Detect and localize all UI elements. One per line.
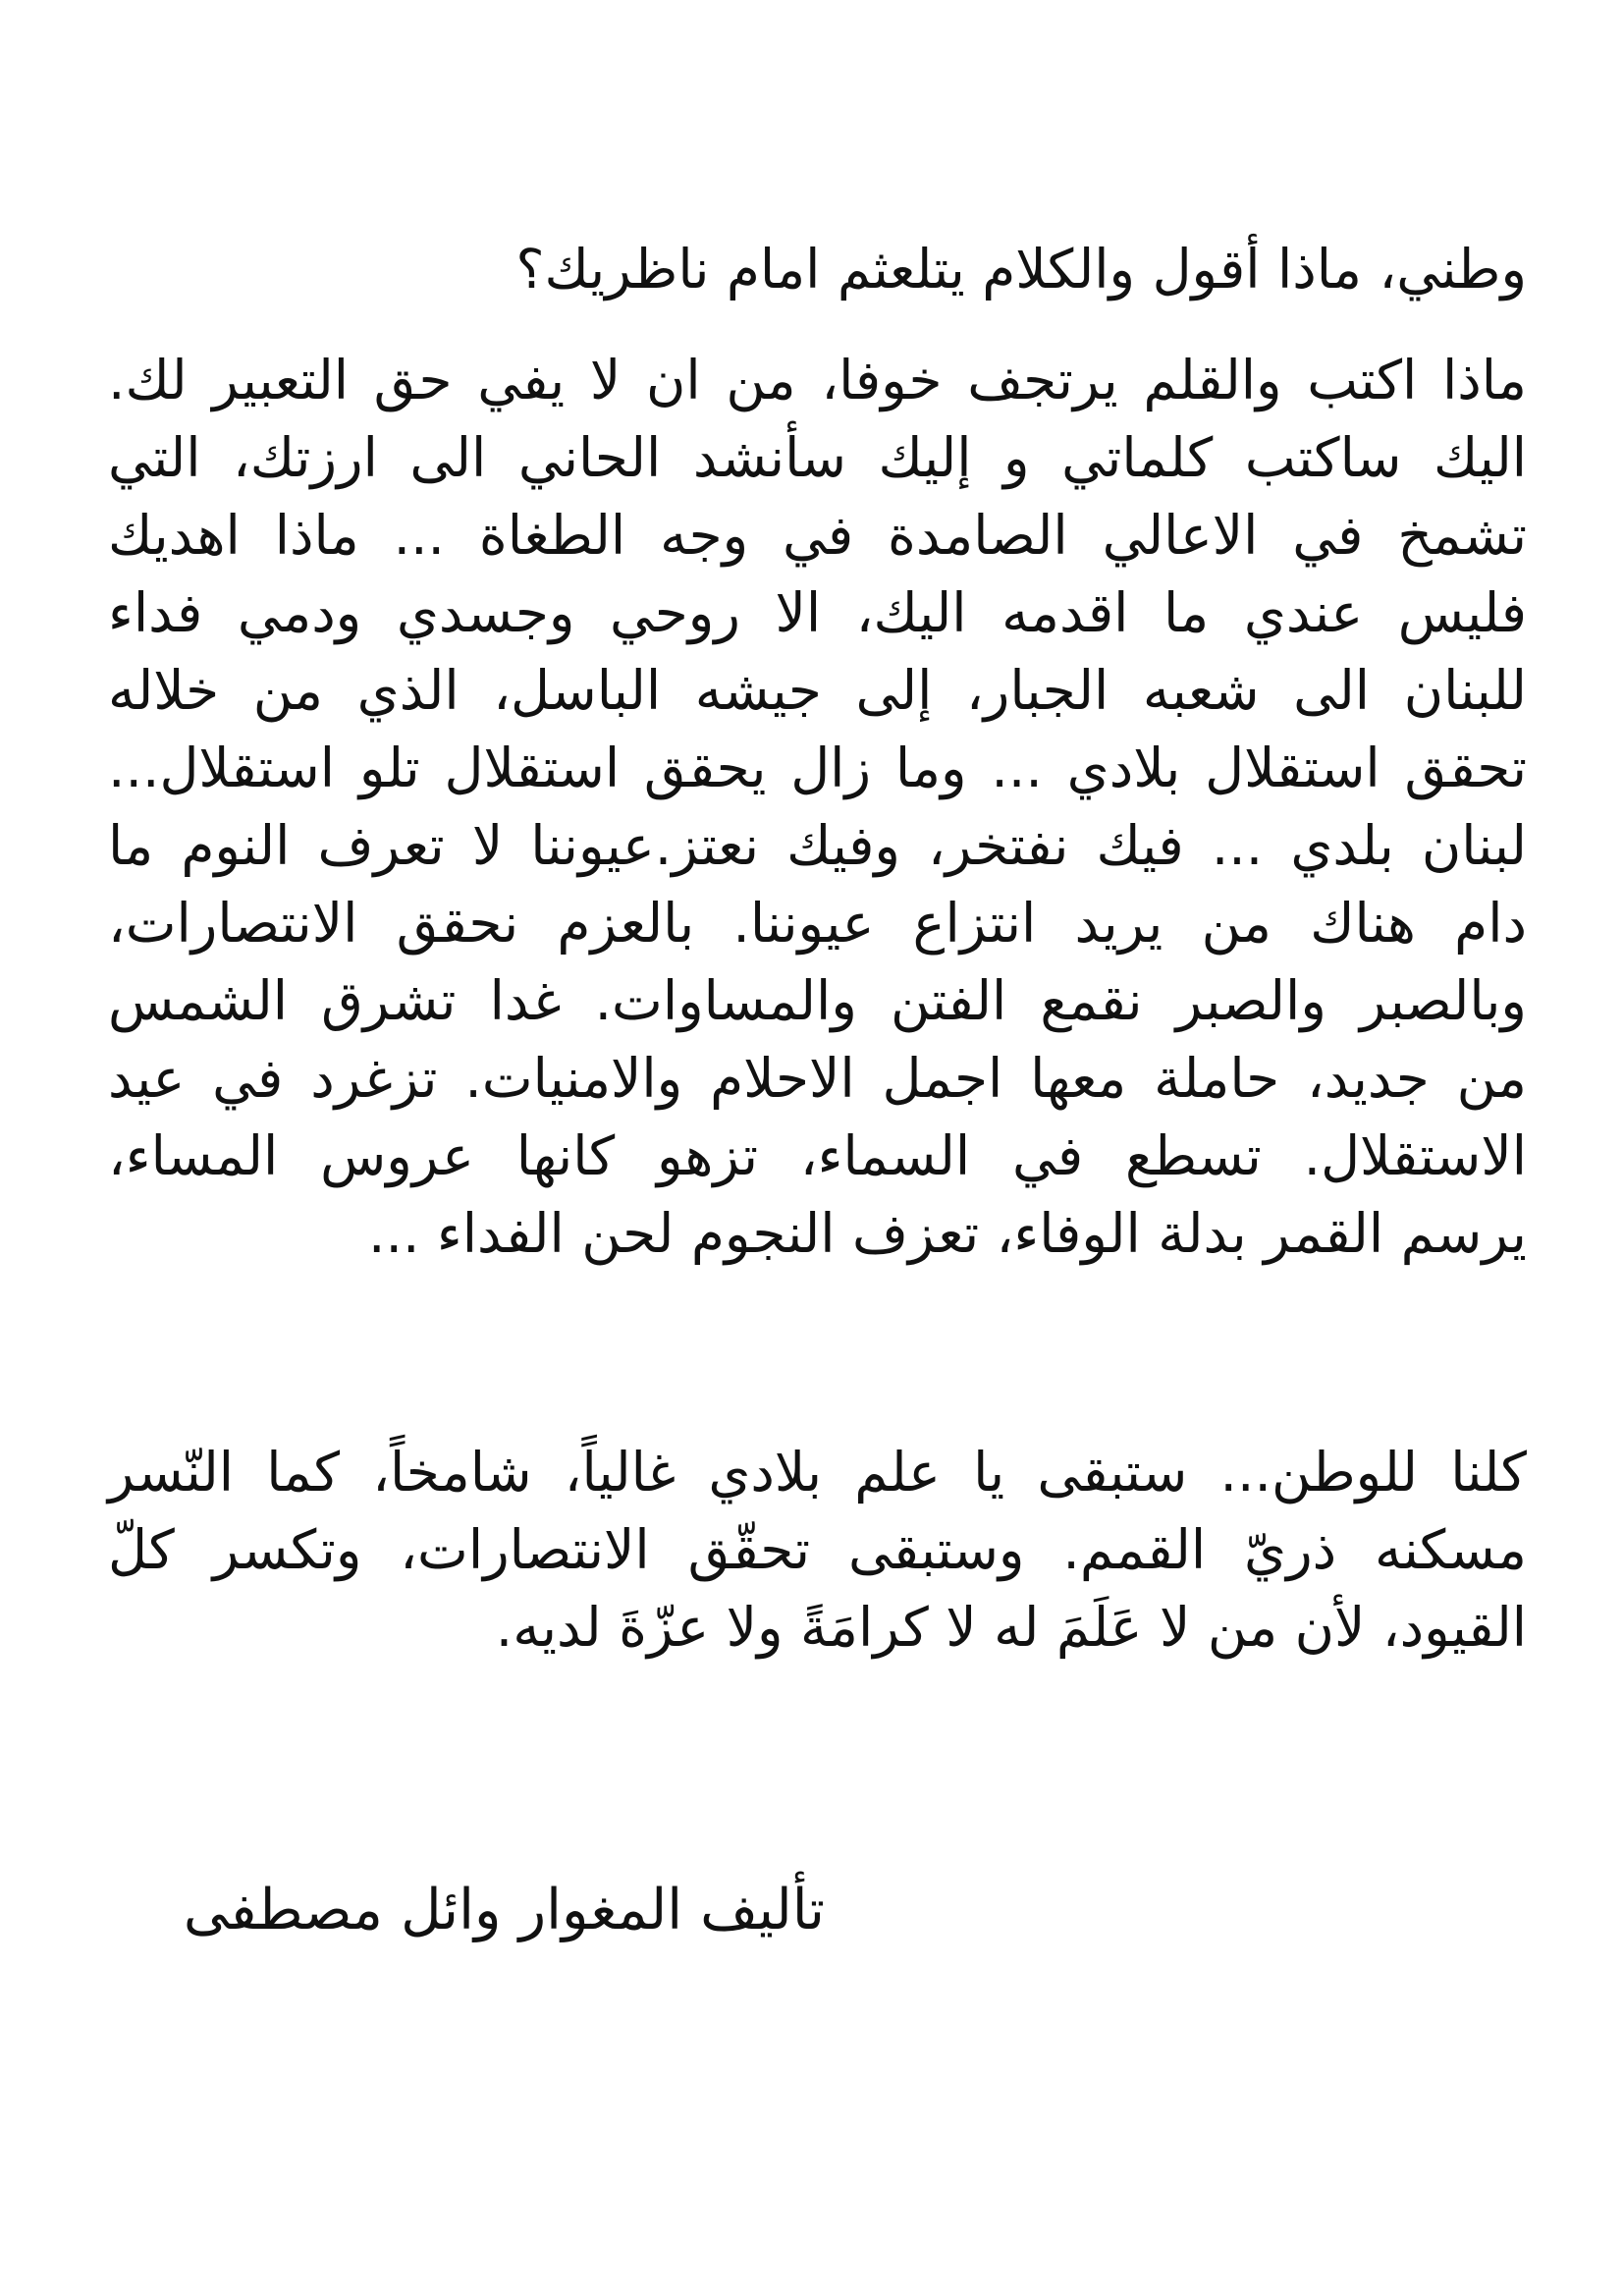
paragraph-line: فليس عندي ما اقدمه اليك، الا روحي وجسدي ودمي فداء [108, 581, 1527, 644]
intro-block [108, 231, 1527, 308]
paragraph-line: دام هناك من يريد انتزاع عيوننا. بالعزم نحقق الانتصارات، [108, 892, 1527, 955]
paragraph-line: الاستقلال. تسطع في السماء، تزهو كانها عروس المساء، [108, 1124, 1527, 1187]
paragraph-line: كلنا للوطن... ستبقى يا علم بلادي غالياً، شامخاً، كما النّسر [108, 1441, 1527, 1503]
paragraph-line: ماذا اكتب والقلم يرتجف خوفا، من ان لا يفي حق التعبير لك. [108, 349, 1527, 411]
intro-line: وطني، ماذا أقول والكلام يتلعثم امام ناظريك؟ [515, 238, 1527, 301]
paragraph-line: وبالصبر والصبر نقمع الفتن والمساوات. غدا تشرق الشمس [108, 969, 1527, 1032]
paragraph-line: القيود، لأن من لا عَلَمَ له لا كرامَةً ولا عزّةَ لديه. [495, 1596, 1527, 1659]
paragraph-line: يرسم القمر بدلة الوفاء، تعزف النجوم لحن الفداء ... [367, 1202, 1527, 1265]
paragraph-line: مسكنه ذريّ القمم. وستبقى تحقّق الانتصارات، وتكسر كلّ [108, 1518, 1527, 1581]
author-signature: تأليف المغوار وائل مصطفى [183, 1878, 825, 1942]
paragraph-line: للبنان الى شعبه الجبار، إلى جيشه الباسل، الذي من خلاله [108, 659, 1527, 722]
paragraph-line: لبنان بلدي ... فيك نفتخر، وفيك نعتز.عيوننا لا تعرف النوم ما [108, 814, 1527, 877]
paragraph-line: تحقق استقلال بلادي ... وما زال يحقق استقلال تلو استقلال... [108, 737, 1527, 799]
paragraph-1 [108, 342, 1527, 1273]
paragraph-line: اليك ساكتب كلماتي و إليك سأنشد الحاني الى ارزتك، التي [108, 426, 1527, 489]
paragraph-2 [108, 1434, 1527, 1667]
paragraph-line: من جديد، حاملة معها اجمل الاحلام والامنيات. تزغرد في عيد [108, 1047, 1527, 1110]
paragraph-line: تشمخ في الاعالي الصامدة في وجه الطغاة ... ماذا اهديك [108, 504, 1527, 567]
